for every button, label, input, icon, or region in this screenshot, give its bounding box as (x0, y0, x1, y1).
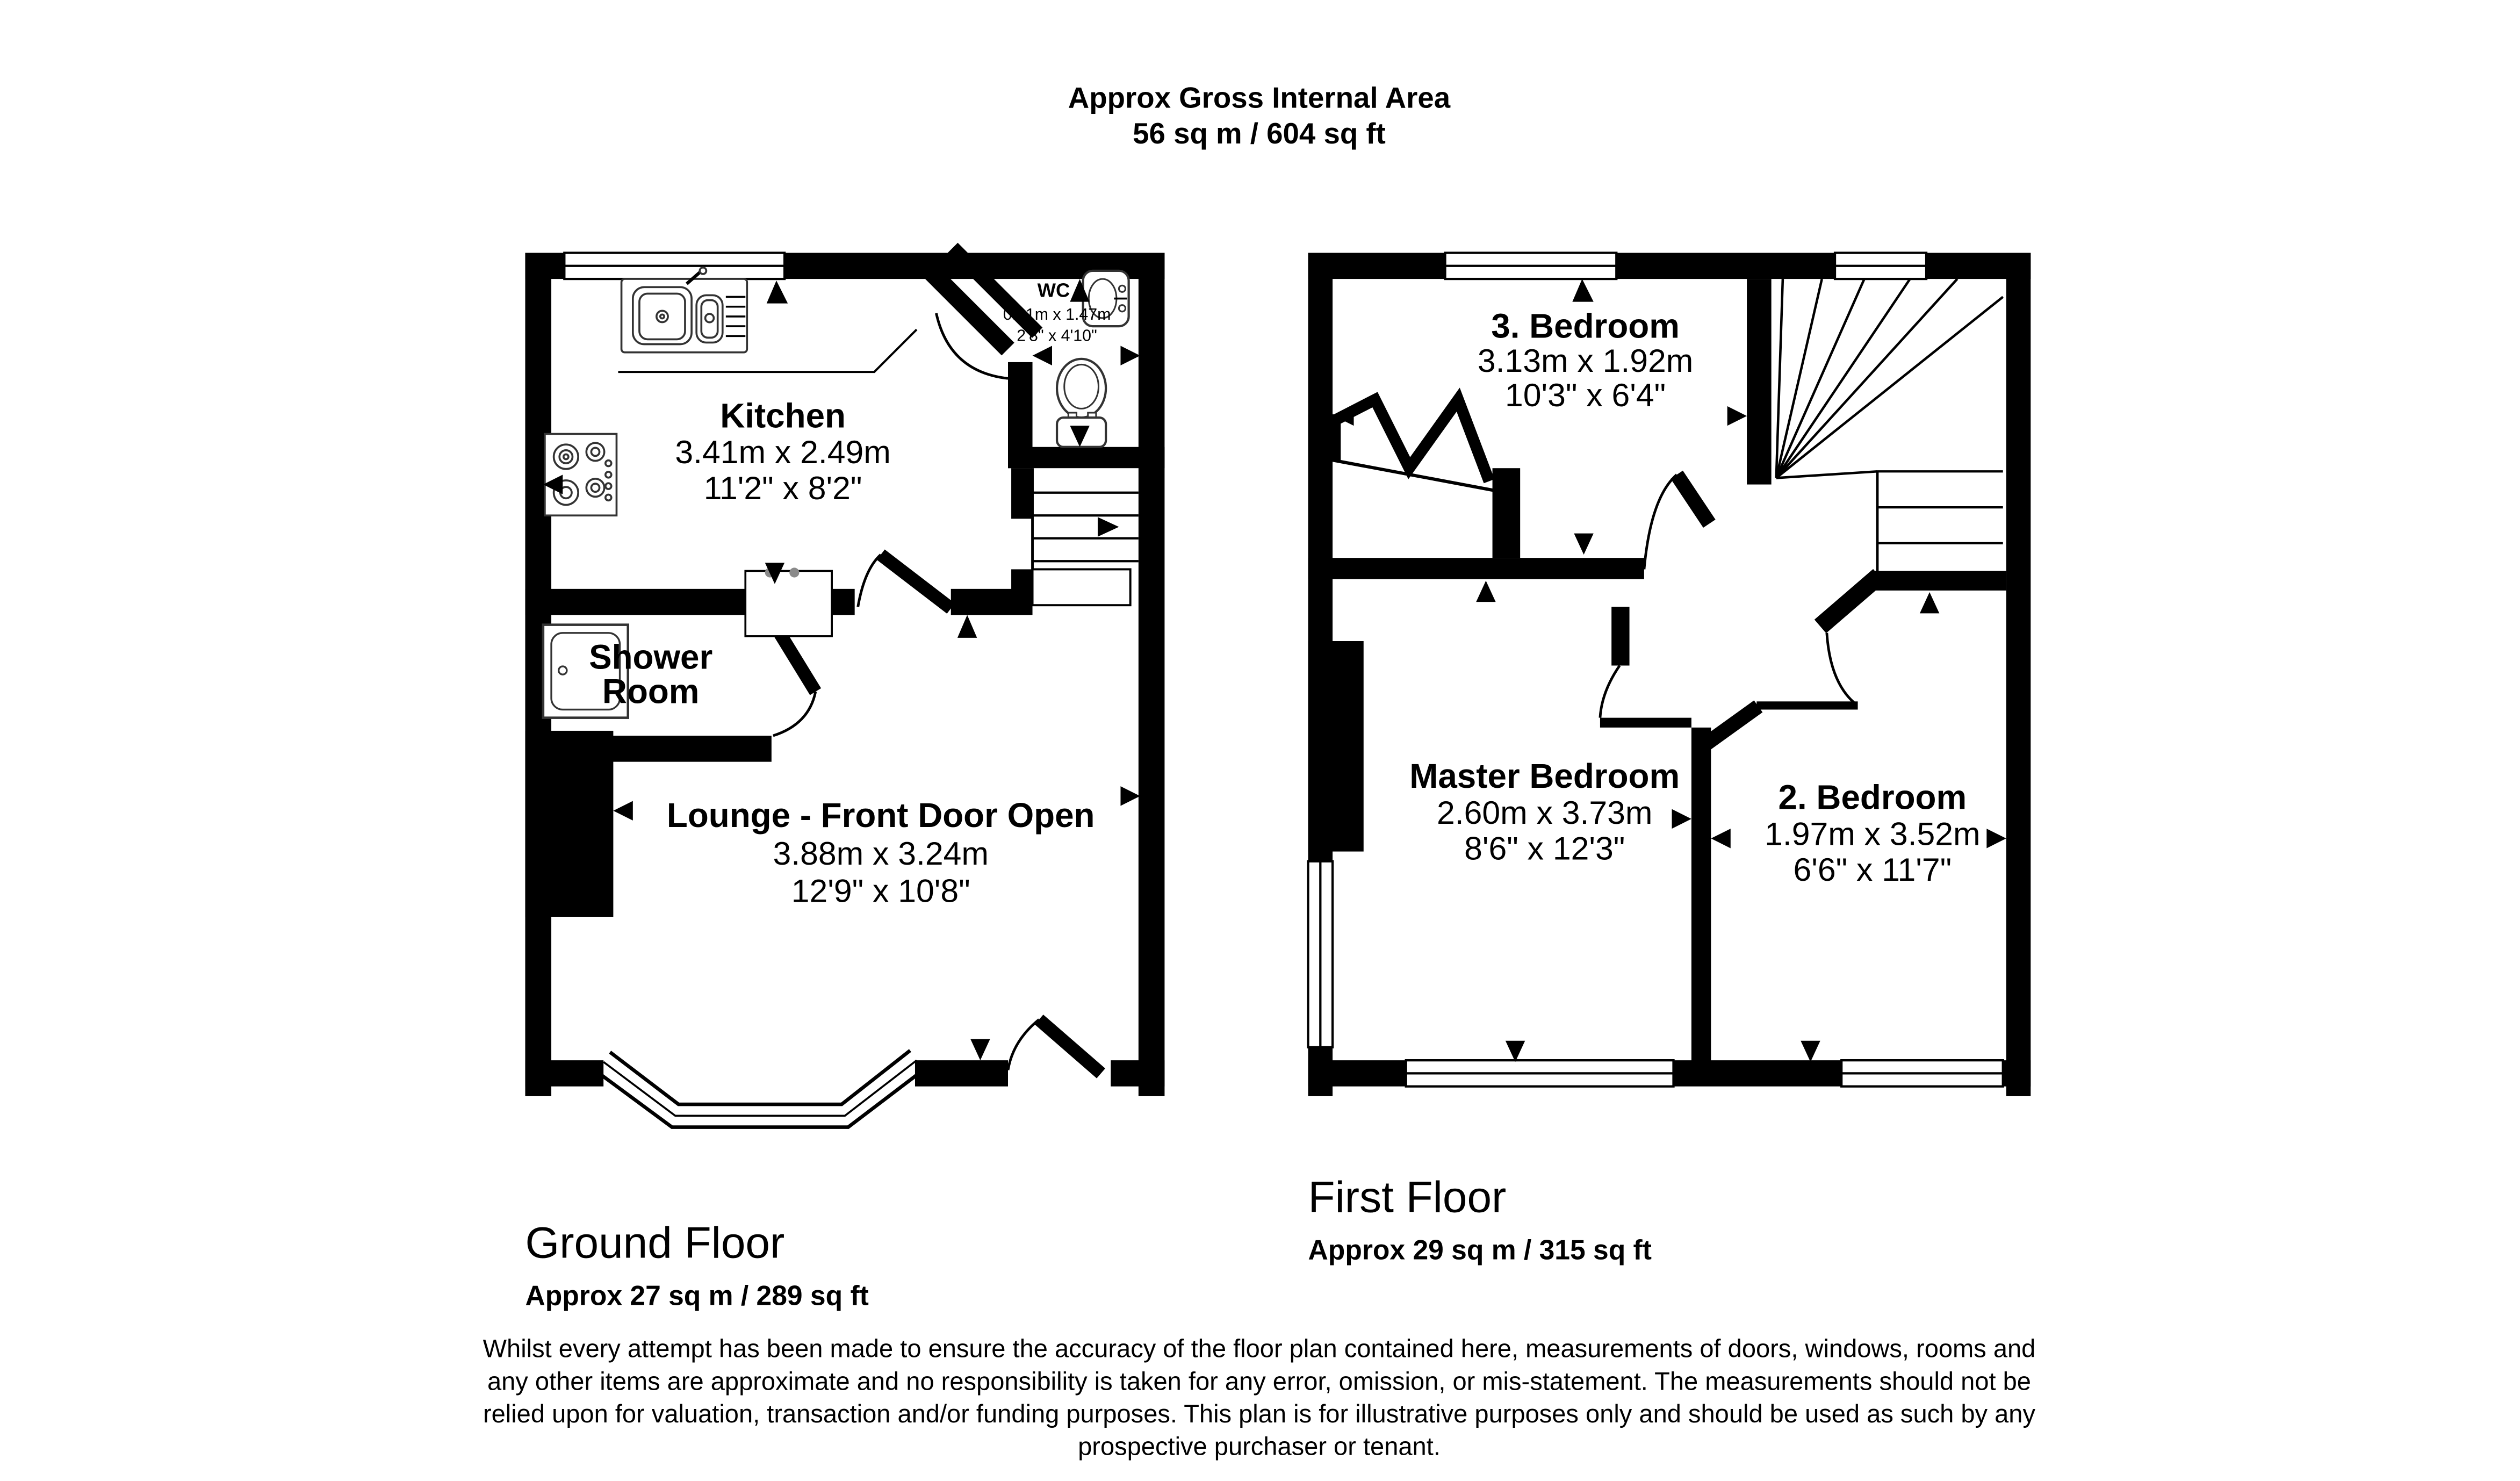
bedroom3-door-leaf (1677, 475, 1710, 523)
wc-arrow-left-icon (1033, 346, 1052, 365)
bedroom2-arrow-down-icon (1801, 1041, 1820, 1062)
kitchen-label: Kitchen (720, 396, 846, 435)
master-arrow-down-icon (1506, 1041, 1525, 1062)
bedroom3-door (1644, 475, 1709, 569)
shower-door-swing-arc (773, 692, 816, 736)
ground-staircase (1033, 468, 1139, 605)
front-door-swing-arc (1008, 1019, 1039, 1070)
page-title-line2: 56 sq m / 604 sq ft (1133, 117, 1386, 150)
front-door-leaf (1039, 1019, 1101, 1073)
disclaimer-line1: Whilst every attempt has been made to ensure the accuracy of the floor plan contained here, measurements of doors, windows, rooms and (483, 1334, 2036, 1363)
bay-window (597, 1051, 923, 1127)
bedroom2-metric: 1.97m x 3.52m (1765, 815, 1981, 852)
lounge-arrow-right-icon (1120, 786, 1140, 806)
kitchen-door-leaf (881, 555, 951, 608)
hall-arrow-right-icon (1098, 517, 1119, 536)
stairs-window (1835, 253, 1926, 279)
kitchen-sink-icon (622, 268, 747, 353)
kitchen-imperial: 11'2" x 8'2" (703, 469, 862, 506)
shower-room-label-line1: Shower (589, 637, 713, 677)
wc-arrow-right-icon (1120, 346, 1140, 365)
kitchen-door (858, 555, 951, 608)
master-arrow-up-icon (1476, 581, 1495, 602)
disclaimer (483, 1334, 2036, 1461)
kitchen-arrow-up-icon (767, 281, 788, 303)
bedroom2-door-leaf (1706, 706, 1758, 744)
master-door-leaf (1611, 607, 1629, 665)
ground-floor-plan (525, 248, 1164, 1127)
lounge-label: Lounge - Front Door Open (666, 796, 1095, 835)
master-bottom-window (1406, 1060, 1674, 1087)
stair-landing (1033, 569, 1131, 605)
bedroom3-door-swing-arc (1644, 475, 1677, 569)
bedroom2-arrow-right-icon (1986, 829, 2006, 848)
wc-label: WC (1037, 279, 1070, 301)
kitchen-window (564, 253, 784, 279)
master-arrow-right-icon (1672, 809, 1691, 829)
shower-room-door (772, 620, 816, 736)
bedroom3-metric: 3.13m x 1.92m (1477, 342, 1694, 379)
bedroom2-imperial: 6'6" x 11'7" (1793, 851, 1952, 888)
lounge-arrow-left-icon (613, 801, 632, 820)
bedroom2-bottom-window (1841, 1060, 2003, 1087)
ff-chimney-breast (1308, 641, 1364, 852)
first-floor-area: Approx 29 sq m / 315 sq ft (1308, 1234, 1652, 1266)
master-bedroom-imperial: 8'6" x 12'3" (1464, 830, 1625, 867)
kitchen-unit (745, 567, 832, 636)
hob-icon (545, 434, 617, 515)
ground-floor-area: Approx 27 sq m / 289 sq ft (525, 1279, 869, 1311)
bedroom2-label: 2. Bedroom (1778, 778, 1967, 817)
kitchen-metric: 3.41m x 2.49m (675, 434, 891, 471)
front-door (1008, 1019, 1101, 1073)
lounge-arrow-down-icon (970, 1039, 990, 1060)
lounge-imperial: 12'9" x 10'8" (791, 872, 970, 909)
bedroom3-arrow-right-icon (1727, 406, 1747, 426)
master-door (1600, 607, 1630, 717)
bedroom3-arrow-down-icon (1574, 534, 1593, 555)
master-side-window (1308, 861, 1333, 1047)
wc-metric: 0.81m x 1.47m (1003, 305, 1111, 323)
chimney-breast (525, 731, 613, 917)
ground-floor-title: Ground Floor (525, 1218, 785, 1268)
first-staircase (1776, 279, 2003, 572)
bedroom3-imperial: 10'3" x 6'4" (1505, 376, 1666, 413)
lounge-metric: 3.88m x 3.24m (773, 835, 989, 872)
page-title-line1: Approx Gross Internal Area (1068, 81, 1451, 114)
landing-door-swing-arc (1827, 633, 1855, 703)
kitchen-door-swing-arc (858, 555, 881, 607)
master-bedroom-label: Master Bedroom (1409, 757, 1680, 796)
first-measure-arrows (1334, 279, 2006, 1062)
master-bedroom-metric: 2.60m x 3.73m (1436, 794, 1653, 831)
stairs-arrow-up-icon (1920, 592, 1939, 613)
bedroom3-window (1445, 253, 1617, 279)
master-door-swing-arc (1600, 666, 1619, 718)
first-floor-title: First Floor (1308, 1173, 1507, 1222)
bedroom3-arrow-up-icon (1572, 279, 1593, 301)
first-walls (1308, 253, 2031, 1096)
disclaimer-line4: prospective purchaser or tenant. (1078, 1432, 1441, 1461)
bedroom3-label: 3. Bedroom (1491, 306, 1680, 346)
disclaimer-line2: any other items are approximate and no responsibility is taken for any error, omission, or mis-statement. The measurements should not be (487, 1367, 2031, 1396)
shower-room-label-line2: Room (602, 672, 700, 711)
bedroom2-arrow-left-icon (1711, 829, 1730, 848)
wc-imperial: 2'8" x 4'10" (1017, 327, 1097, 345)
first-floor-plan (1308, 253, 2031, 1096)
disclaimer-line3: relied upon for valuation, transaction and/or funding purposes. This plan is for illustrative purposes only and should be used as such by any (483, 1399, 2036, 1428)
bedroom2-door (1706, 633, 1854, 744)
lounge-arrow-up-icon (957, 615, 977, 637)
